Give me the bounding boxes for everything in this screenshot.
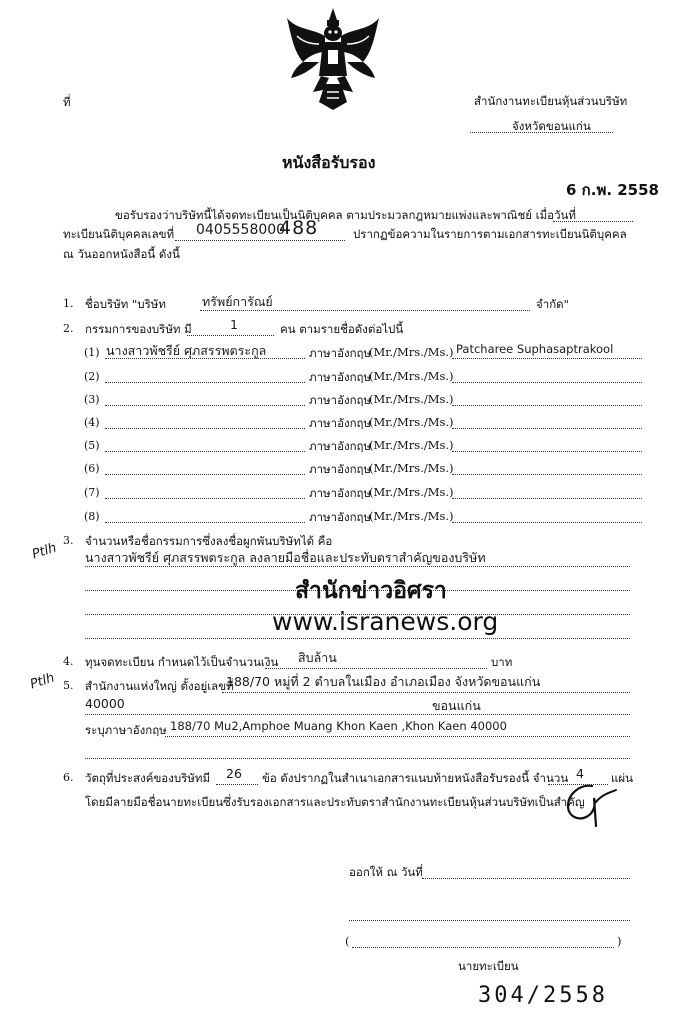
title-options: (Mr./Mrs./Ms.) xyxy=(369,485,454,499)
objects-text: ข้อ ดังปรากฏในสำเนาเอกสารแนบท้ายหนังสือรับรองนี้ จำนวน xyxy=(262,771,569,785)
company-name-suffix: จำกัด" xyxy=(536,297,569,311)
director-number: (7) xyxy=(84,486,100,499)
english-label: ภาษาอังกฤษ xyxy=(309,462,372,476)
paren-open: ( xyxy=(345,934,350,948)
director-number: (4) xyxy=(84,416,100,429)
item6-number: 6. xyxy=(63,771,74,784)
office-address-value: 188/70 หมู่ที่ 2 ตำบลในเมือง อำเภอเมือง จังหวัดขอนแก่น xyxy=(226,674,541,689)
company-name-value: ทรัพย์การัณย์ xyxy=(202,294,273,309)
issue-date: 6 ก.พ. 2558 xyxy=(566,181,659,199)
director-number: (3) xyxy=(84,393,100,406)
title-options: (Mr./Mrs./Ms.) xyxy=(369,345,454,359)
intro-line1: ขอรับรองว่าบริษัทนี้ได้จดทะเบียนเป็นนิติบุคคล ตามประมวลกฎหมายแพ่งและพาณิชย์ เมื่อวันที่ xyxy=(115,208,576,222)
signatory-value: นางสาวพัชรีย์ ศุภสรรพตระกูล ลงลายมือชื่อและประทับตราสำคัญของบริษัท xyxy=(85,550,486,565)
registrar-label: นายทะเบียน xyxy=(458,959,519,973)
directors-tail: คน ตามรายชื่อดังต่อไปนี้ xyxy=(280,322,404,336)
office-address-label: สำนักงานแห่งใหญ่ ตั้งอยู่เลขที่ xyxy=(85,679,234,693)
office-province-handwritten: ขอนแก่น xyxy=(432,698,481,713)
director-row-8 xyxy=(0,508,700,532)
item1-number: 1. xyxy=(63,297,74,310)
company-name-label: ชื่อบริษัท "บริษัท xyxy=(85,297,166,311)
pages-unit: แผ่น xyxy=(611,771,634,785)
registrar-signature xyxy=(560,778,620,830)
title-options: (Mr./Mrs./Ms.) xyxy=(369,438,454,452)
title-options: (Mr./Mrs./Ms.) xyxy=(369,369,454,383)
office-english-value: 188/70 Mu2,Amphoe Muang Khon Kaen ,Khon Kaen 40000 xyxy=(170,719,507,733)
office-english-label: ระบุภาษาอังกฤษ xyxy=(85,723,167,737)
director-number: (2) xyxy=(84,370,100,383)
directors-count: 1 xyxy=(230,317,238,332)
item5-number: 5. xyxy=(63,679,74,692)
reg-no-label: ทะเบียนนิติบุคคลเลขที่ xyxy=(63,227,175,241)
director-name-th: นางสาวพัชรีย์ ศุภสรรพตระกูล xyxy=(106,343,267,358)
watermark-url: www.isranews.org xyxy=(272,607,499,636)
ref-label: ที่ xyxy=(63,95,71,109)
paren-close: ) xyxy=(617,934,622,948)
watermark-thai: สำนักข่าวอิศรา xyxy=(295,578,447,604)
director-row-6 xyxy=(0,460,700,484)
item2-number: 2. xyxy=(63,322,74,335)
director-row-3 xyxy=(0,391,700,415)
director-row-2 xyxy=(0,368,700,392)
attachment-pages: 4 xyxy=(576,766,584,781)
capital-value: สิบล้าน xyxy=(298,650,337,665)
english-label: ภาษาอังกฤษ xyxy=(309,510,372,524)
title-options: (Mr./Mrs./Ms.) xyxy=(369,461,454,475)
director-number: (6) xyxy=(84,462,100,475)
item4-number: 4. xyxy=(63,655,74,668)
capital-unit: บาท xyxy=(491,655,513,669)
director-row-7 xyxy=(0,484,700,508)
directors-label: กรรมการของบริษัท มี xyxy=(85,322,192,336)
reg-no-handwritten: 488 xyxy=(279,217,319,239)
director-number: (1) xyxy=(84,346,100,359)
english-label: ภาษาอังกฤษ xyxy=(309,416,372,430)
title-options: (Mr./Mrs./Ms.) xyxy=(369,415,454,429)
garuda-emblem xyxy=(283,6,383,112)
document-number: 304/2558 xyxy=(478,983,608,1008)
title-options: (Mr./Mrs./Ms.) xyxy=(369,509,454,523)
margin-initials-1: Ptlh xyxy=(30,540,59,563)
director-row-4 xyxy=(0,414,700,438)
objects-count: 26 xyxy=(226,766,242,781)
intro-line2-tail: ปรากฏข้อความในรายการตามเอกสารทะเบียนนิติบุคคล xyxy=(353,227,627,241)
english-label: ภาษาอังกฤษ xyxy=(309,439,372,453)
director-number: (8) xyxy=(84,510,100,523)
english-label: ภาษาอังกฤษ xyxy=(309,393,372,407)
item3-number: 3. xyxy=(63,534,74,547)
director-number: (5) xyxy=(84,439,100,452)
english-label: ภาษาอังกฤษ xyxy=(309,346,372,360)
director-row-1 xyxy=(0,344,700,368)
margin-initials-2: Ptlh xyxy=(28,670,57,693)
reg-no-printed: 0405558000 xyxy=(196,222,286,238)
director-row-5 xyxy=(0,437,700,461)
objects-label: วัตถุที่ประสงค์ของบริษัทมี xyxy=(85,771,211,785)
doc-title: หนังสือรับรอง xyxy=(282,153,376,172)
intro-line3: ณ วันออกหนังสือนี้ ดังนี้ xyxy=(63,247,180,261)
capital-label: ทุนจดทะเบียน กำหนดไว้เป็นจำนวนเงิน xyxy=(85,655,279,669)
registrar-statement: โดยมีลายมือชื่อนายทะเบียนซึ่งรับรองเอกสารและประทับตราสำนักงานทะเบียนหุ้นส่วนบริษัทเป็นสำคัญ xyxy=(85,795,585,809)
english-label: ภาษาอังกฤษ xyxy=(309,486,372,500)
office-postcode: 40000 xyxy=(85,696,125,711)
english-label: ภาษาอังกฤษ xyxy=(309,370,372,384)
issued-date-label: ออกให้ ณ วันที่ xyxy=(349,865,423,879)
signatory-label: จำนวนหรือชื่อกรรมการซึ่งลงชื่อผูกพันบริษัทได้ คือ xyxy=(85,534,333,548)
director-name-en: Patcharee Suphasaptrakool xyxy=(456,342,614,356)
office-line1: สำนักงานทะเบียนหุ้นส่วนบริษัท xyxy=(474,94,628,108)
office-line2: จังหวัดขอนแก่น xyxy=(512,119,591,133)
title-options: (Mr./Mrs./Ms.) xyxy=(369,392,454,406)
